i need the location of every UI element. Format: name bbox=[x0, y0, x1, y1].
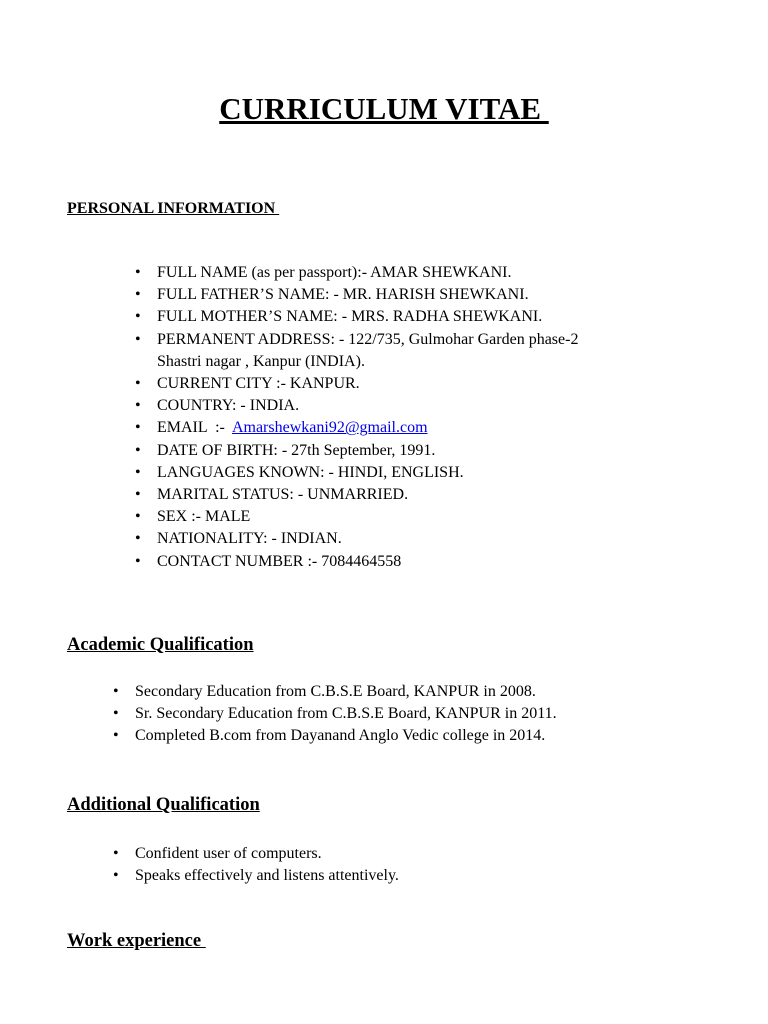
personal-information-heading: PERSONAL INFORMATION bbox=[67, 200, 280, 217]
email-label: EMAIL :- bbox=[157, 419, 232, 437]
additional-qualification-list bbox=[135, 843, 695, 887]
personal-information-list bbox=[157, 262, 657, 573]
document-title bbox=[0, 88, 768, 130]
academic-qualification-list bbox=[135, 681, 695, 748]
list-item: • DATE OF BIRTH: - 27th September, 1991. bbox=[157, 440, 657, 462]
work-experience-heading: Work experience bbox=[67, 931, 206, 951]
address-line-1: PERMANENT ADDRESS: - 122/735, Gulmohar Garden phase-2 bbox=[157, 330, 579, 348]
list-item: • FULL NAME (as per passport):- AMAR SHEWKANI. bbox=[157, 262, 657, 284]
email-link[interactable]: Amarshewkani92@gmail.com bbox=[231, 419, 428, 437]
academic-qualification-heading: Academic Qualification bbox=[67, 635, 254, 655]
list-item: • Secondary Education from C.B.S.E Board, KANPUR in 2008. bbox=[135, 681, 695, 703]
list-item: • Completed B.com from Dayanand Anglo Vedic college in 2014. bbox=[135, 725, 695, 747]
additional-qualification-heading: Additional Qualification bbox=[67, 795, 260, 815]
list-item: • COUNTRY: - INDIA. bbox=[157, 395, 657, 417]
list-item-address bbox=[157, 329, 657, 373]
list-item: • SEX :- MALE bbox=[157, 506, 657, 528]
list-item: • Sr. Secondary Education from C.B.S.E Board, KANPUR in 2011. bbox=[135, 703, 695, 725]
list-item: • FULL MOTHER’S NAME: - MRS. RADHA SHEWKANI. bbox=[157, 306, 657, 328]
list-item: • CONTACT NUMBER :- 7084464558 bbox=[157, 551, 657, 573]
list-item: • MARITAL STATUS: - UNMARRIED. bbox=[157, 484, 657, 506]
list-item: • Confident user of computers. bbox=[135, 843, 695, 865]
list-item: • CURRENT CITY :- KANPUR. bbox=[157, 373, 657, 395]
list-item: • FULL FATHER’S NAME: - MR. HARISH SHEWKANI. bbox=[157, 284, 657, 306]
list-item: • Speaks effectively and listens attentively. bbox=[135, 865, 695, 887]
document-title-text: CURRICULUM VITAE bbox=[219, 91, 549, 126]
list-item-email bbox=[157, 417, 657, 439]
list-item: • LANGUAGES KNOWN: - HINDI, ENGLISH. bbox=[157, 462, 657, 484]
list-item: • NATIONALITY: - INDIAN. bbox=[157, 528, 657, 550]
address-line-2: Shastri nagar , Kanpur (INDIA). bbox=[157, 352, 365, 370]
